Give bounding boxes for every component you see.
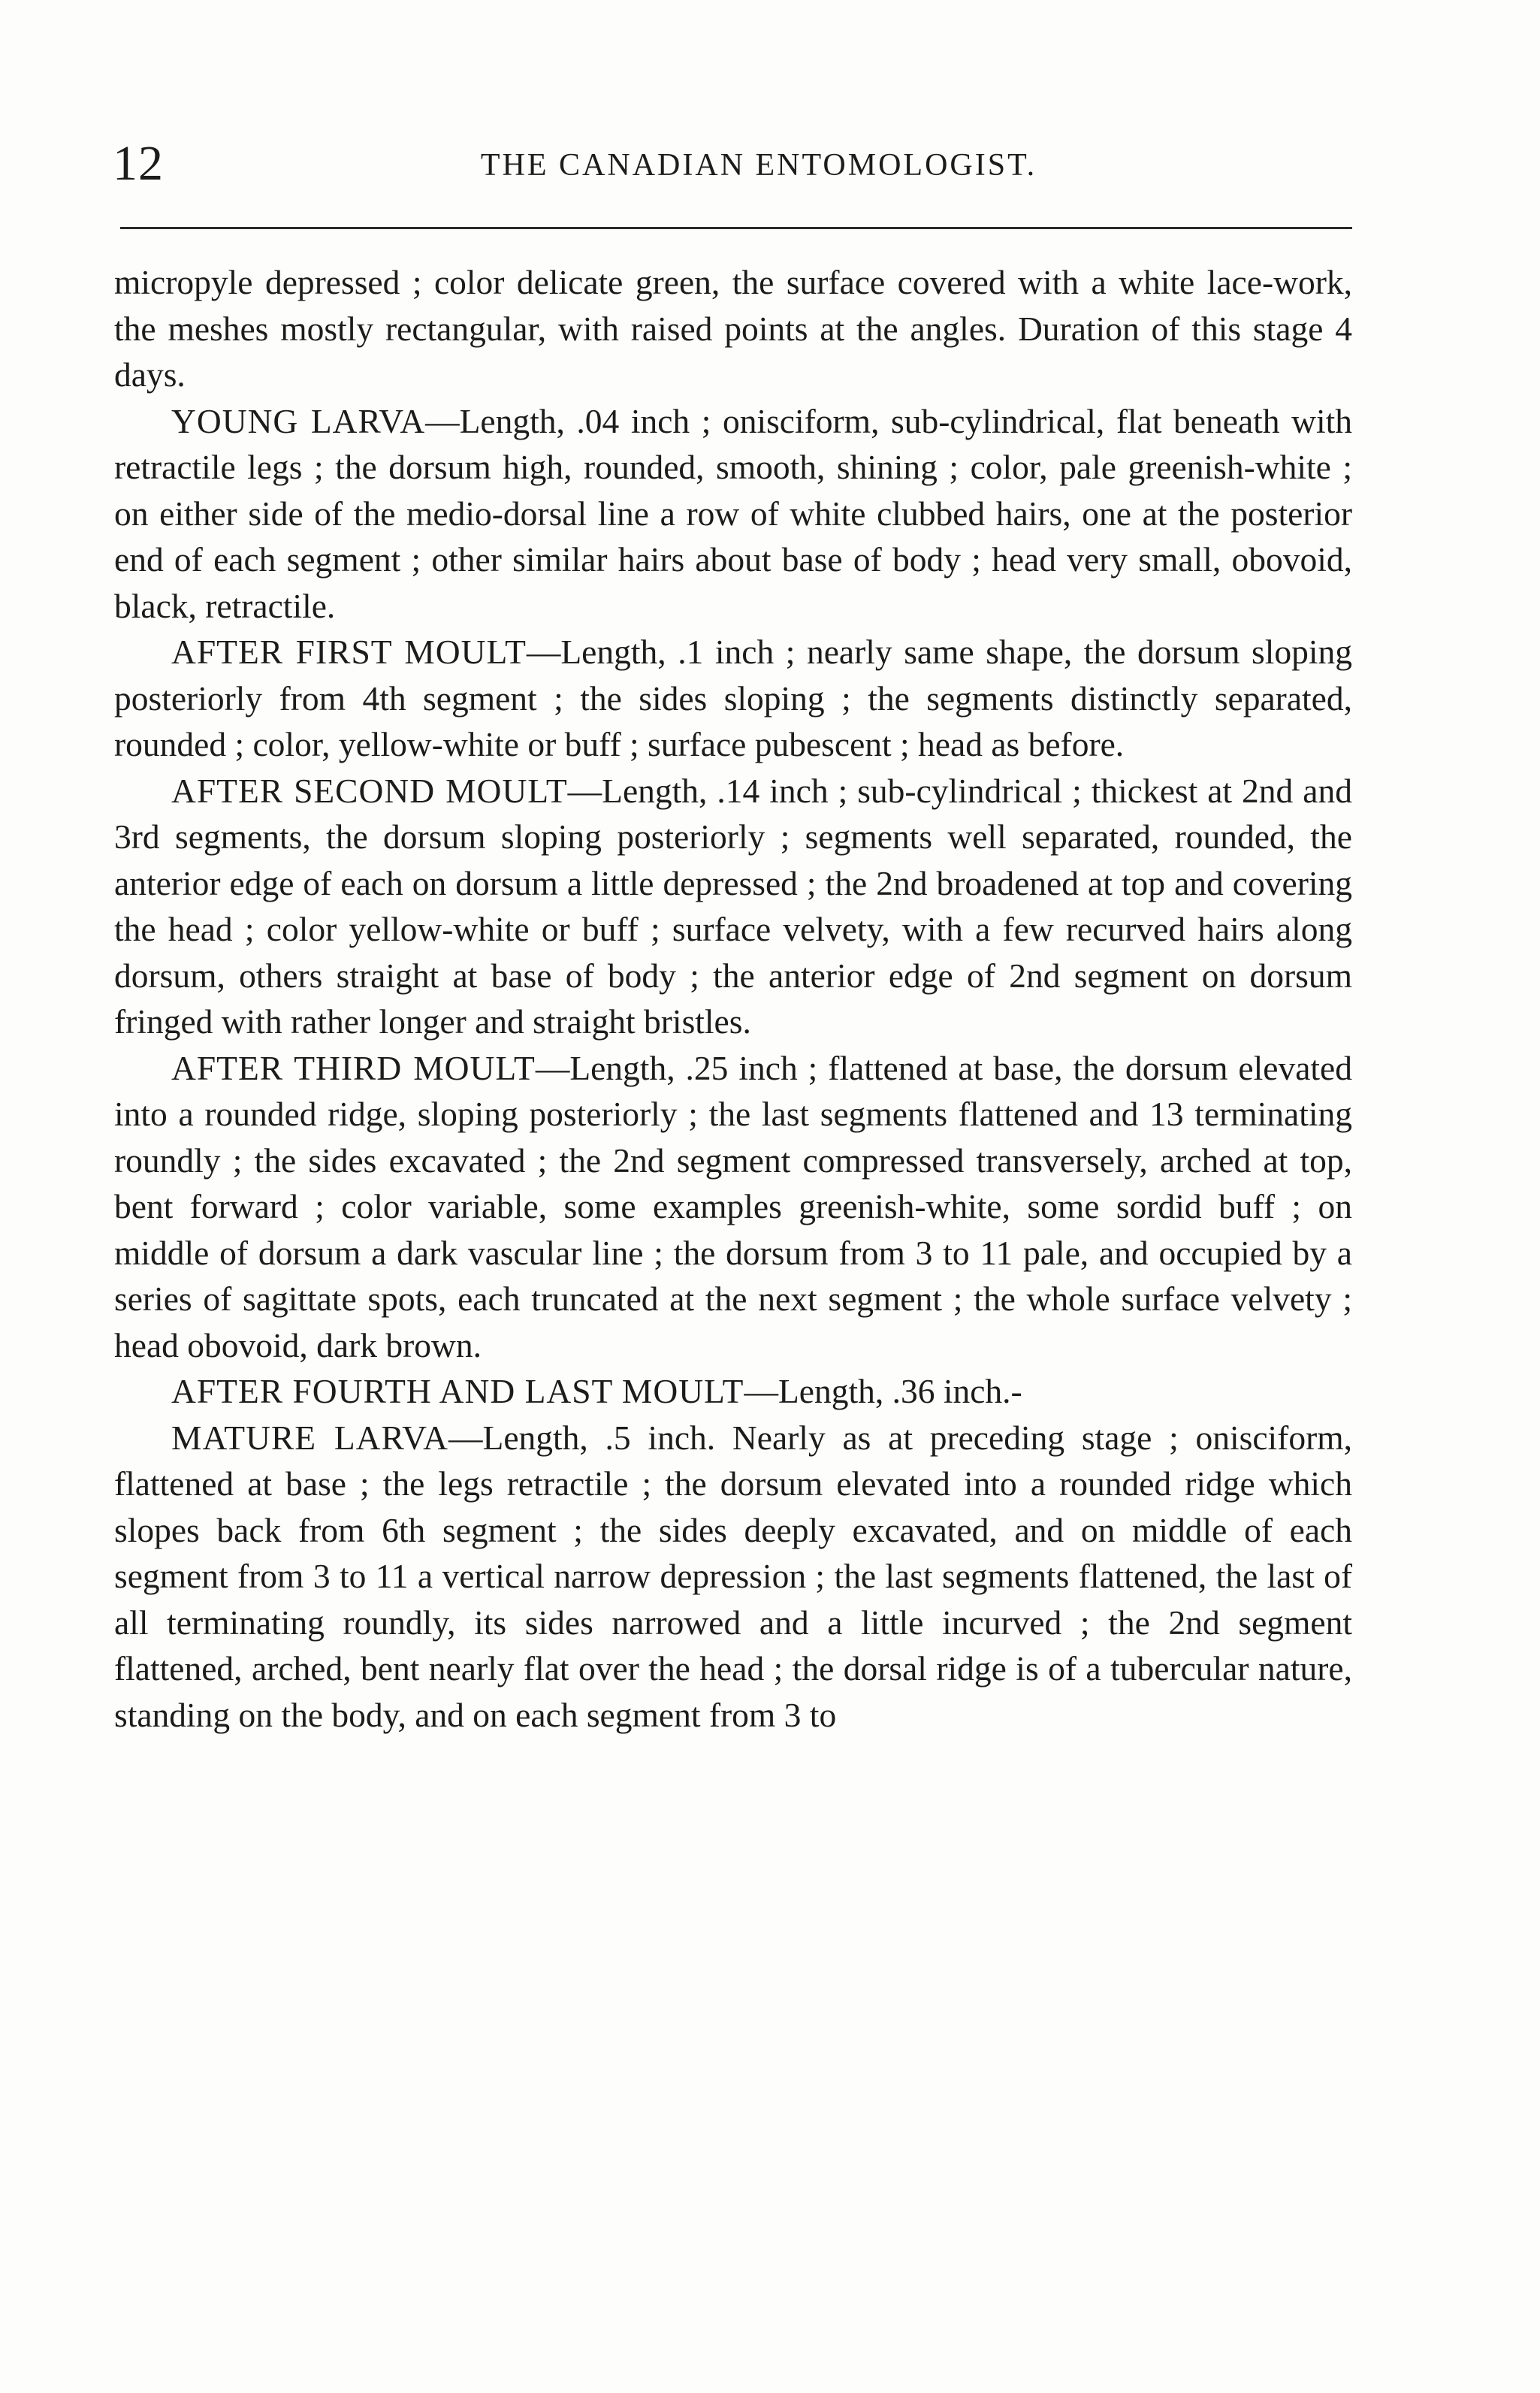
paragraph-mature-larva <box>114 1415 1352 1739</box>
paragraph-fourth-moult <box>114 1368 1352 1415</box>
paragraph-second-moult <box>114 768 1352 1045</box>
page-number: 12 <box>113 136 164 191</box>
paragraph-text: micropyle depressed ; color delicate green, the surface covered with a white lace-work, the meshes mostly rectangular, with raised points at the angles. Duration of this stage 4 days. <box>114 263 1352 394</box>
paragraph-heading: YOUNG LARVA <box>171 401 426 440</box>
paragraph-text: —Length, .04 inch ; onisciform, sub-cylindrical, flat beneath with retractile legs ; the dorsum high, rounded, smooth, shining ; color, pale greenish-white ; on either side of the medio-dorsal line a row of white clubbed hairs, one at the posterior end of each segment ; other similar hairs about base of body ; head very small, obovoid, black, retractile. <box>114 401 1352 625</box>
body-text <box>114 259 1352 1738</box>
paragraph-text: —Length, .36 inch.- <box>744 1372 1022 1410</box>
running-title: THE CANADIAN ENTOMOLOGIST. <box>480 148 1037 183</box>
paragraph-young-larva <box>114 398 1352 630</box>
paragraph-text: —Length, .14 inch ; sub-cylindrical ; thickest at 2nd and 3rd segments, the dorsum sloping posteriorly ; segments well separated, rounded, the anterior edge of each on dorsum a little depressed ; the 2nd broadened at top and covering the head ; color yellow-white or buff ; surface velvety, with a few recurved hairs along dorsum, others straight at base of body ; the anterior edge of 2nd segment on dorsum fringed with rather longer and straight bristles. <box>114 771 1352 1041</box>
paragraph-third-moult <box>114 1045 1352 1369</box>
paragraph-egg-continued <box>114 259 1352 398</box>
paragraph-heading: MATURE LARVA <box>171 1418 449 1457</box>
header-rule <box>120 227 1352 229</box>
paragraph-text: —Length, .5 inch. Nearly as at preceding stage ; onisciform, flattened at base ; the legs retractile ; the dorsum elevated into a rounded ridge which slopes back from 6th segment ; the sides deeply excavated, and on middle of each segment from 3 to 11 a vertical narrow depression ; the last segments flattened, the last of all terminating roundly, its sides narrowed and a little incurved ; the 2nd segment flattened, arched, bent nearly flat over the head ; the dorsal ridge is of a tubercular nature, standing on the body, and on each segment from 3 to <box>114 1418 1353 1734</box>
paragraph-text: —Length, .1 inch ; nearly same shape, the dorsum sloping posteriorly from 4th segment ; the sides sloping ; the segments distinctly separated, rounded ; color, yellow-white or buff ; surface pubescent ; head as before. <box>114 633 1353 763</box>
paragraph-text: —Length, .25 inch ; flattened at base, the dorsum elevated into a rounded ridge, sloping posteriorly ; the last segments flattened and 13 terminating roundly ; the sides excavated ; the 2nd segment compressed transversely, arched at top, bent forward ; color variable, some examples greenish-white, some sordid buff ; on middle of dorsum a dark vascular line ; the dorsum from 3 to 11 pale, and occupied by a series of sagittate spots, each truncated at the next segment ; the whole surface velvety ; head obovoid, dark brown. <box>114 1048 1352 1364</box>
paragraph-heading: AFTER SECOND MOULT <box>171 771 568 810</box>
paragraph-heading: AFTER FOURTH AND LAST MOULT <box>171 1372 744 1410</box>
page-header <box>113 135 1360 195</box>
paragraph-first-moult <box>114 629 1352 768</box>
paragraph-heading: AFTER FIRST MOULT <box>171 633 527 671</box>
paragraph-heading: AFTER THIRD MOULT <box>171 1048 536 1087</box>
